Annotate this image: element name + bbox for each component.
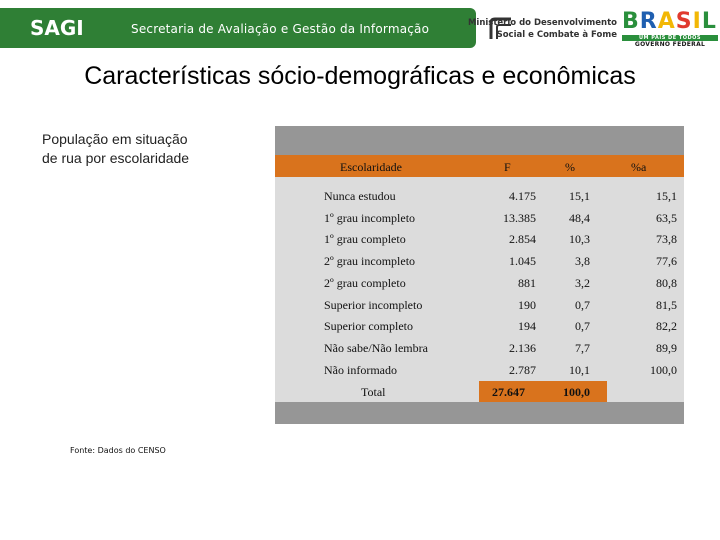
governo-federal-label: GOVERNO FEDERAL <box>634 41 706 48</box>
row-pct: 0,7 <box>575 319 590 334</box>
education-table <box>275 126 684 424</box>
row-f: 2.854 <box>509 232 536 247</box>
table-row <box>275 211 684 231</box>
row-pct: 3,2 <box>575 275 590 290</box>
ministry-name-line2: Social e Combate à Fome <box>496 30 617 40</box>
table-top-band <box>275 126 684 155</box>
row-pct-acum: 81,5 <box>656 297 677 312</box>
row-f: 13.385 <box>503 210 536 225</box>
total-label: Total <box>361 385 386 399</box>
ministry-logo <box>467 15 617 43</box>
row-f: 1.045 <box>509 254 536 269</box>
brasil-letter-i: I <box>692 9 702 34</box>
row-label: Superior completo <box>324 319 413 334</box>
caption-line-2: de rua por escolaridade <box>42 150 190 166</box>
row-label: Não informado <box>324 362 397 377</box>
row-pct-acum: 82,2 <box>656 319 677 334</box>
row-f: 194 <box>518 319 536 334</box>
source-note: Fonte: Dados do CENSO <box>70 446 166 455</box>
table-row <box>275 189 684 209</box>
row-label: 1º grau completo <box>324 232 406 247</box>
page-title: Características sócio-demográficas e econômicas <box>84 62 636 90</box>
row-pct-acum: 63,5 <box>656 210 677 225</box>
brasil-logo <box>622 10 718 48</box>
header-escolaridade: Escolaridade <box>340 160 402 174</box>
row-pct-acum: 77,6 <box>656 254 677 269</box>
table-row <box>275 232 684 252</box>
brasil-letter-l: L <box>701 9 717 34</box>
header-f: F <box>504 160 511 174</box>
secretariat-subtitle: Secretaria de Avaliação e Gestão da Informação <box>131 22 430 36</box>
table-row <box>275 341 684 361</box>
ministry-name-line1: Ministério do Desenvolvimento <box>467 18 617 28</box>
table-row <box>275 319 684 339</box>
row-pct: 48,4 <box>569 210 590 225</box>
table-row <box>275 276 684 296</box>
row-label: Superior incompleto <box>324 297 423 312</box>
table-row <box>275 298 684 318</box>
brasil-letter-r: R <box>639 9 658 34</box>
row-label: 2º grau completo <box>324 275 406 290</box>
brasil-wordmark <box>622 10 717 34</box>
row-pct-acum: 73,8 <box>656 232 677 247</box>
row-f: 2.787 <box>509 362 536 377</box>
row-label: 1º grau incompleto <box>324 210 416 225</box>
table-header-row <box>275 155 684 177</box>
total-f: 27.647 <box>492 385 525 399</box>
row-f: 190 <box>518 297 536 312</box>
chart-caption <box>42 130 242 168</box>
row-pct: 3,8 <box>575 254 590 269</box>
row-pct: 10,1 <box>569 362 590 377</box>
brand-title: SAGI <box>30 16 84 40</box>
row-pct: 0,7 <box>575 297 590 312</box>
row-pct-acum: 15,1 <box>656 189 677 203</box>
row-pct-acum: 100,0 <box>650 362 677 377</box>
row-pct-acum: 80,8 <box>656 275 677 290</box>
row-f: 4.175 <box>509 189 536 203</box>
total-pct: 100,0 <box>563 385 590 399</box>
brasil-letter-b: B <box>622 9 640 34</box>
header-pct: % <box>565 160 575 174</box>
row-f: 881 <box>518 275 536 290</box>
table-row <box>275 254 684 274</box>
row-pct: 15,1 <box>569 189 590 203</box>
brasil-letter-a: A <box>657 9 676 34</box>
table-bottom-band <box>275 402 684 424</box>
row-pct: 7,7 <box>575 340 590 355</box>
header-pct-acum: %a <box>631 160 647 174</box>
row-label: Nunca estudou <box>324 189 396 203</box>
caption-line-1: População em situação <box>42 131 188 147</box>
table-row <box>275 363 684 383</box>
row-label: Não sabe/Não lembra <box>324 340 428 355</box>
row-pct-acum: 89,9 <box>656 340 677 355</box>
sagi-banner <box>0 8 476 48</box>
brasil-letter-s: S <box>675 9 693 34</box>
row-f: 2.136 <box>509 340 536 355</box>
brasil-slogan: UM PAÍS DE TODOS <box>622 35 718 41</box>
row-label: 2º grau incompleto <box>324 254 416 269</box>
row-pct: 10,3 <box>569 232 590 247</box>
